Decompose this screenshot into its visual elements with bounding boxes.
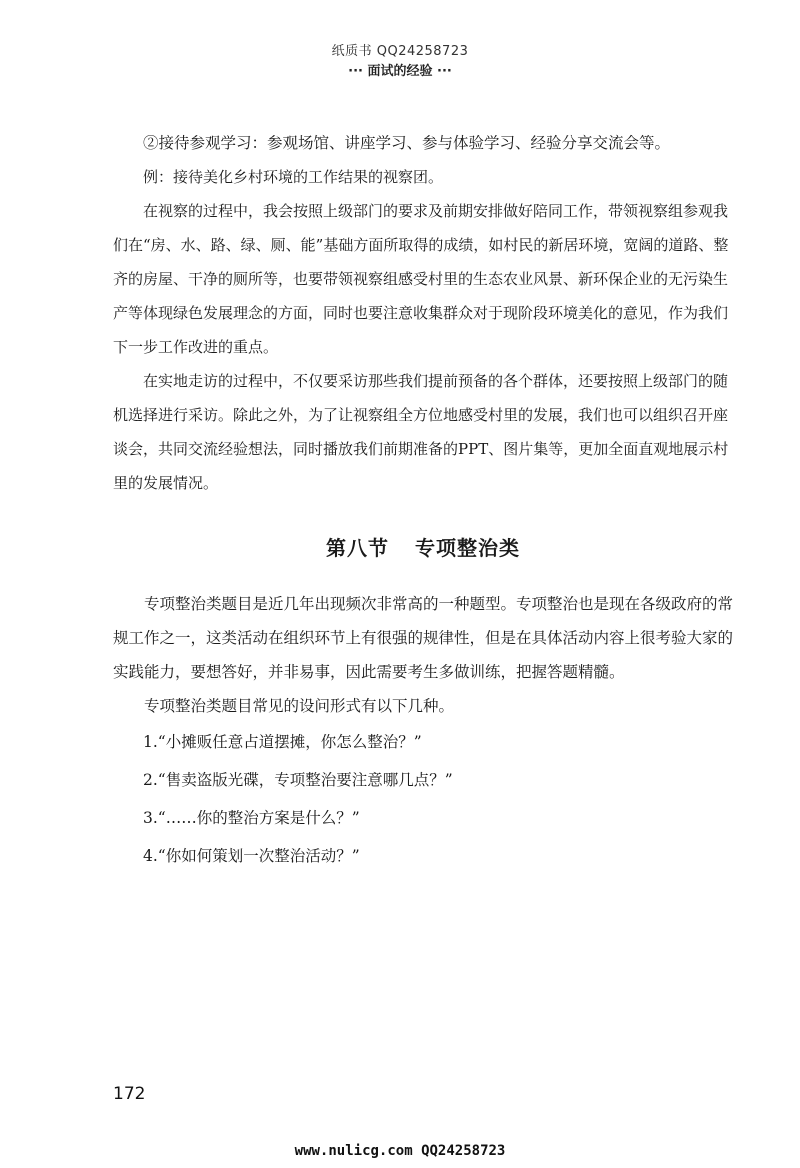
paragraph-field-visit: 在实地走访的过程中，不仅要采访那些我们提前预备的各个群体，还要按照上级部门的随机选择进行采访。除此之外，为了让视察组全方位地感受村里的发展，我们也可以组织召开座谈会，共同交流经验想法，同时播放我们前期准备的PPT、图片集等，更加全面直观地展示村里的发展情况。: [113, 372, 729, 492]
list-item: 4.“你如何策划一次整治活动？”: [143, 847, 360, 865]
section-heading: [113, 532, 733, 561]
list-item: 3.“……你的整治方案是什么？”: [143, 809, 360, 827]
list-item: 2.“售卖盗版光碟，专项整治要注意哪几点？”: [143, 771, 453, 789]
page-content: [113, 126, 733, 875]
running-header: ··· 面试的经验 ···: [348, 64, 452, 79]
footer-watermark: www.nulicg.com QQ24258723: [294, 1143, 506, 1159]
header-watermark: 纸质书 QQ24258723: [331, 44, 469, 59]
paragraph-inspection-process: 在视察的过程中，我会按照上级部门的要求及前期安排做好陪同工作，带领视察组参观我们在“房、水、路、绿、厕、能”基础方面所取得的成绩，如村民的新居环境，宽阔的道路、整齐的房屋、干净的厕所等，也要带领视察组感受村里的生态农业风景、新环保企业的无污染生产等体现绿色发展理念的方面，同时也要注意收集群众对于现阶段环境美化的意见，作为我们下一步工作改进的重点。: [113, 202, 729, 356]
page-number: 172: [113, 1084, 146, 1104]
question-list: [113, 723, 733, 875]
paragraph-reception-visit: ②接待参观学习：参观场馆、讲座学习、参与体验学习、经验分享交流会等。: [143, 134, 671, 152]
paragraph-example: 例：接待美化乡村环境的工作结果的视察团。: [143, 168, 444, 186]
section-title: 专项整治类: [415, 536, 520, 560]
paragraph-section-intro: 专项整治类题目是近几年出现频次非常高的一种题型。专项整治也是现在各级政府的常规工作之一，这类活动在组织环节上有很强的规律性，但是在具体活动内容上很考验大家的实践能力，要想答好，并非易事，因此需要考生多做训练，把握答题精髓。: [113, 595, 734, 681]
paragraph-question-forms: 专项整治类题目常见的设问形式有以下几种。: [144, 697, 455, 715]
section-number: 第八节: [326, 536, 389, 560]
list-item: 1.“小摊贩任意占道摆摊，你怎么整治？”: [143, 733, 422, 751]
